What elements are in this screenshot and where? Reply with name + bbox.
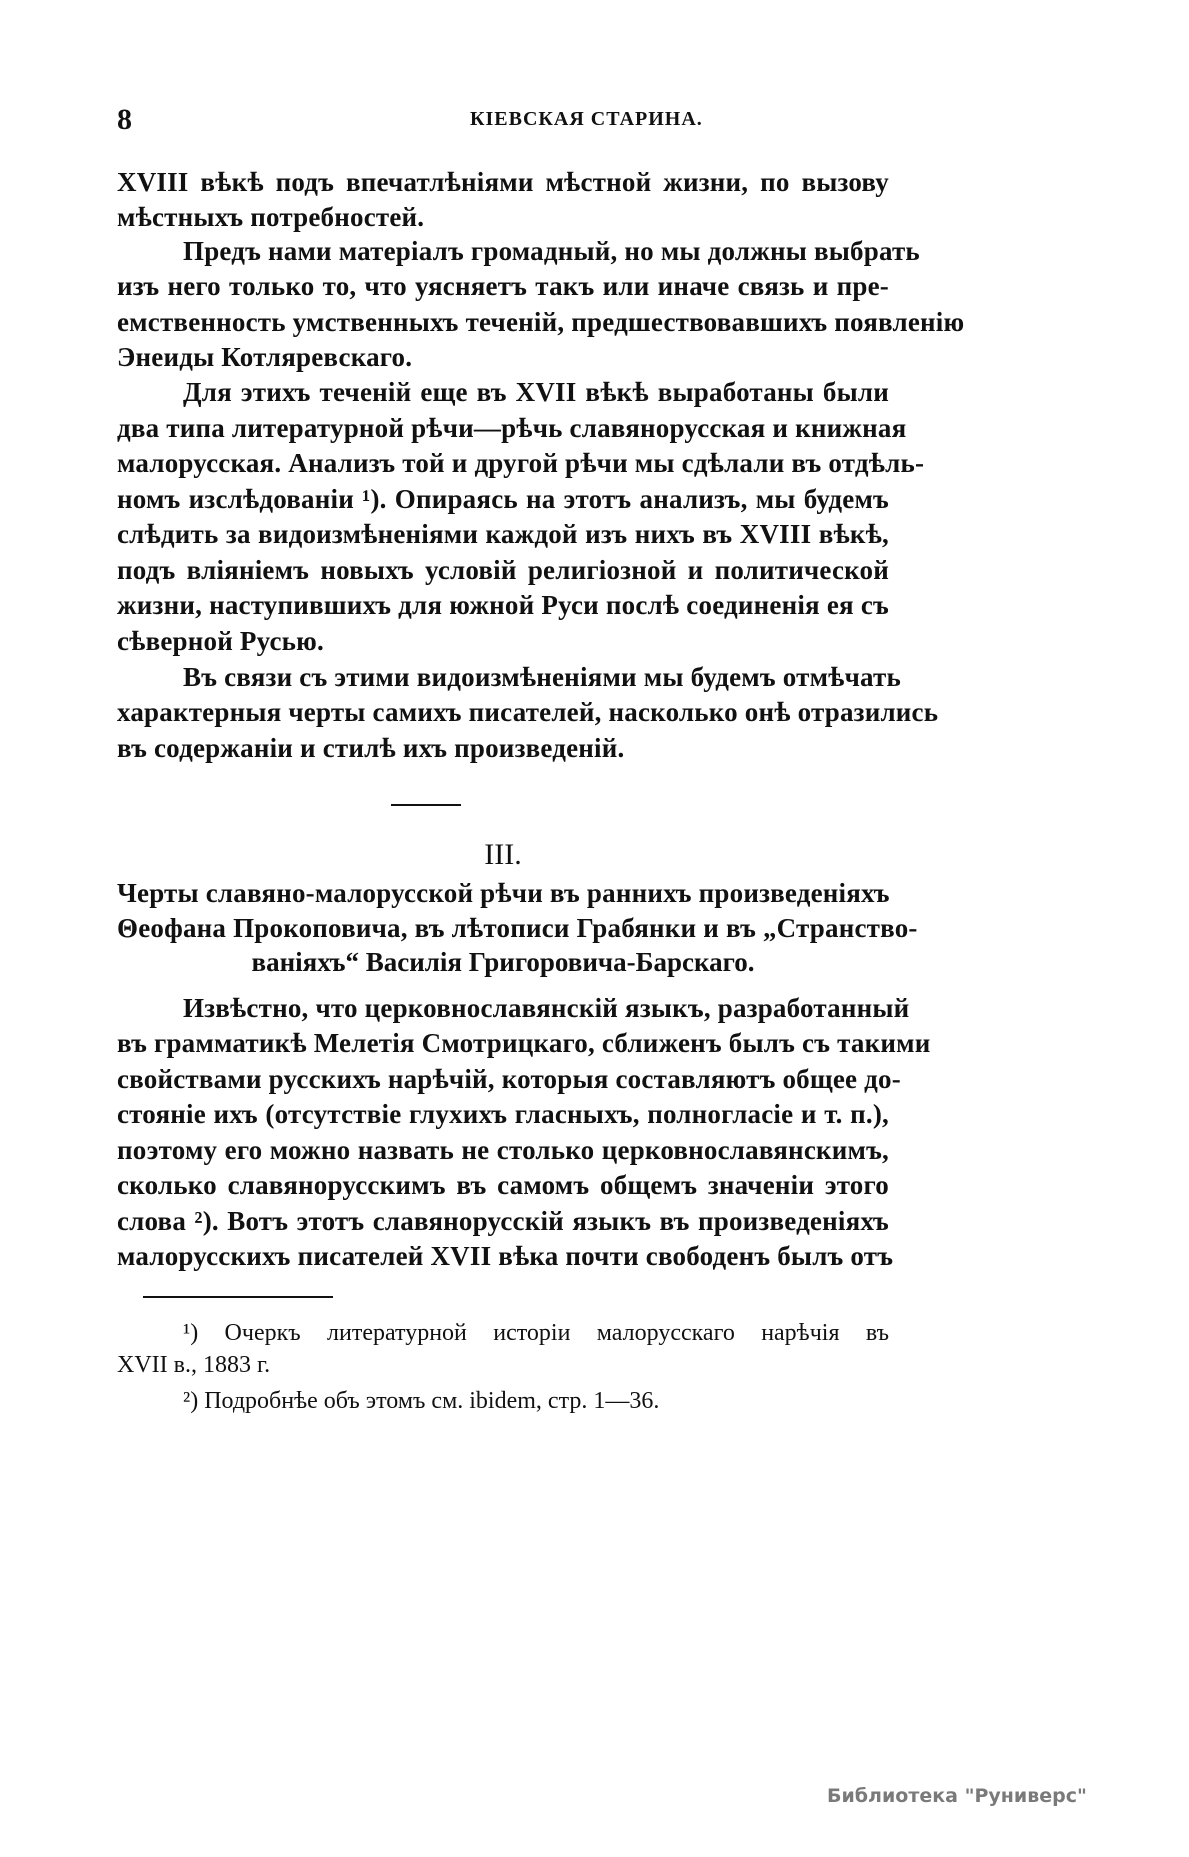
- footnote-rule: [143, 1296, 333, 1298]
- text-line: изъ него только то, что уясняетъ такъ или иначе связь и пре-: [117, 271, 889, 301]
- text-line: слова ²). Вотъ этотъ славянорусскій языкъ въ произведеніяхъ: [117, 1206, 889, 1236]
- footnote-1: ¹) Очеркъ литературной исторіи малорусскаго нарѣчія въ: [183, 1320, 889, 1346]
- text-line: Въ связи съ этими видоизмѣненіями мы будемъ отмѣчать: [183, 662, 901, 692]
- text-line: слѣдить за видоизмѣненіями каждой изъ нихъ въ XVIII вѣкѣ,: [117, 519, 889, 549]
- footnote-2: ²) Подробнѣе объ этомъ см. ibidem, стр. 1—36.: [183, 1388, 660, 1414]
- text-line: Энеиды Котляревскаго.: [117, 342, 413, 372]
- text-line: мѣстныхъ потребностей.: [117, 202, 425, 232]
- text-line: въ грамматикѣ Мелетія Смотрицкаго, сближенъ былъ съ такими: [117, 1028, 931, 1058]
- page-number: 8: [117, 103, 132, 136]
- text-line: емственность умственныхъ теченій, предшествовавшихъ появленію: [117, 307, 965, 337]
- text-line: жизни, наступившихъ для южной Руси послѣ соединенія ея съ: [117, 590, 889, 620]
- text-line: Извѣстно, что церковнославянскій языкъ, разработанный: [183, 993, 910, 1023]
- running-title: КІЕВСКАЯ СТАРИНА.: [470, 108, 703, 130]
- library-watermark: Библиотека "Руниверс": [827, 1785, 1087, 1807]
- text-line: малорусскихъ писателей XVII вѣка почти свободенъ былъ отъ: [117, 1241, 894, 1271]
- text-line: Для этихъ теченій еще въ XVII вѣкѣ выработаны были: [183, 377, 889, 407]
- text-line: стояніе ихъ (отсутствіе глухихъ гласныхъ, полногласіе и т. п.),: [117, 1099, 889, 1129]
- text-line: характерныя черты самихъ писателей, насколько онѣ отразились: [117, 697, 939, 727]
- text-line: въ содержаніи и стилѣ ихъ произведеній.: [117, 733, 625, 763]
- section-title-line: ваніяхъ“ Василія Григоровича-Барскаго.: [251, 947, 755, 977]
- section-title-line: Черты славяно-малорусской рѣчи въ раннихъ произведеніяхъ: [117, 878, 890, 908]
- text-line: номъ изслѣдованіи ¹). Опираясь на этотъ анализъ, мы будемъ: [117, 484, 889, 514]
- text-line: подъ вліяніемъ новыхъ условій религіозной и политической: [117, 555, 889, 585]
- text-line: Предъ нами матеріалъ громадный, но мы должны выбрать: [183, 236, 920, 266]
- text-line: малорусская. Анализъ той и другой рѣчи мы сдѣлали въ отдѣль-: [117, 448, 925, 478]
- footnote-1-cont: XVII в., 1883 г.: [117, 1352, 271, 1378]
- text-line: сколько славянорусскимъ въ самомъ общемъ значеніи этого: [117, 1170, 889, 1200]
- section-title-line: Θеофана Прокоповича, въ лѣтописи Грабянки и въ „Странство-: [117, 913, 918, 943]
- section-number: III.: [484, 838, 522, 871]
- text-line: XVIII вѣкѣ подъ впечатлѣніями мѣстной жизни, по вызову: [117, 167, 889, 197]
- text-line: два типа литературной рѣчи—рѣчь славянорусская и книжная: [117, 413, 907, 443]
- text-line: поэтому его можно назвать не столько церковнославянскимъ,: [117, 1135, 889, 1165]
- text-line: свойствами русскихъ нарѣчій, которыя составляютъ общее до-: [117, 1064, 901, 1094]
- text-line: сѣверной Русью.: [117, 626, 324, 656]
- section-divider: [391, 804, 461, 806]
